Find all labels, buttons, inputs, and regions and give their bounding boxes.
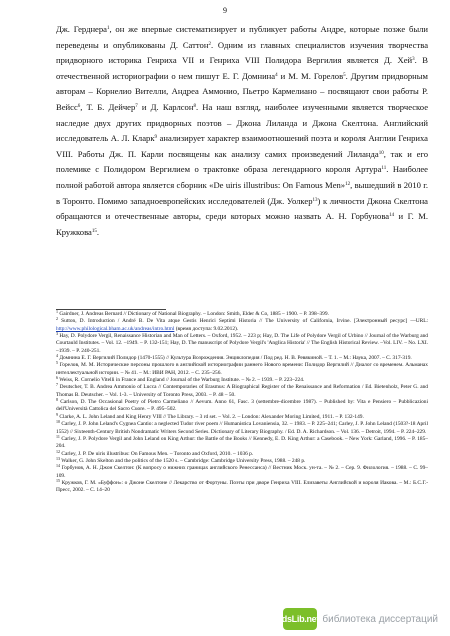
footnote-ref[interactable]: 13 [312,197,318,203]
watermark [283,604,438,634]
footnote-ref[interactable]: 2 [208,41,211,47]
footnote: $^{12}$ Carley, J. P. De uiris illustribus: On Famous Men. – Toronto and Oxford, 2010. – 1036 p. [56,448,254,457]
footnote-ref[interactable]: 15 [91,228,97,234]
footnote: $^1$ Gairdner, J. Andreas Bernard // Dictionary of National Biography. – London: Smith, Elder & Co, 1885 – 1900. – P. 398–399. [56,309,329,317]
footnote-ref[interactable]: 14 [389,213,395,219]
footnote-ref[interactable]: 6 [77,103,81,109]
dslib-logo: dsLib.net [283,608,317,630]
footnote: $^4$ Домнина Е. Г. Вергилий Полидор (1470-1555) // Культура Возрождения. Энциклопедия / Под ред. Н. В. Ревякиной. – Т. 1. – М.: Наука, 2007. – С. 317-319. [56,353,412,362]
footnote: $^{10}$ Carley, J. P. John Leland's Cygnea Cantio: a neglected Tudor river poem // Humanistica Lovaniensia, 32. – 1983. – P. 225–241; Carley, J. P. John Leland (1503?-18 April 1552) // Sixteenth-Century British Nondramatic Writers Second Series. Dictionary of Literary Biography. / Ed. D. A. Richardson. – Vol. 136. – Detroit, 1994. – P. 224–229. [56,419,428,435]
footnote: $^{13}$ Walker, G. John Skelton and the politics of the 1520 s. – Cambridge: Cambridge University Press, 1988. – 248 p. [56,455,306,464]
footnote: $^9$ Clarke, A. L. John Leland and King Henry VIII // The Library. – 3 rd set. – Vol. 2. – London: Alexander Moring Limited, 1911. – P. 132-149. [56,411,364,420]
footnotes [56,311,428,495]
footnote-separator [56,309,166,310]
footnote-ref[interactable]: 9 [154,135,158,141]
footnote-ref[interactable]: 10 [378,150,384,156]
footnote-ref[interactable]: 7 [135,103,138,109]
watermark-caption: библиотека диссертаций [322,613,438,625]
footnote: $^7$ Deutscher, T. B. Andrea Ammonio of Lucca // Contemporaries of Erasmus: A Biographical Register of the Renaissance and Reformation / Ed. Bietenholz, Peter G. and Thomas B. Deutscher. – Vol. 1-3. – University of Toronto Press, 2003. – P. 48 – 50. [56,382,428,398]
footnote-ref[interactable]: 11 [381,166,387,172]
body-text [56,22,428,240]
footnote: $^2$ Sutton, D. Introduction / André B. De Vita atque Gestis Henrici Septimi Historia // The University of California, Irvine. [Электронный ресурс] —URL: http://www.philological.bham.ac.uk/andreas/intro.html (время доступа: 9.02.2012). [56,316,428,332]
footnote: $^8$ Carlson, D. The Occasional Poetry of Pietro Carmeliano // Aevum. Anno 61, Fasc. 3 (settembre-dicembre 1987). – Published by: Vita e Pensiero – Pubblicazioni dell'Università Cattolica del Sacro Cuore. – P. 495–502. [56,397,428,413]
footnote: $^3$ Hay, D. Polydore Vergil, Renaissance Historian and Man of Letters. – Oxford, 1952. – 223 p; Hay, D. The Life of Polydore Vergil of Urbino // Journal of the Warburg and Courtauld Institutes. – Vol. 12. –1949. – P. 132-151; Hay, D. The manuscript of Polydore Vergil's 'Anglica Historia' // The English Historical Review. –Vol. LIV. – No. LXI. –1939. – P. 240-251. [56,331,428,354]
page-number: 9 [223,6,227,15]
footnote-ref[interactable]: 3 [412,57,415,63]
footnote-link[interactable]: http://www.philological.bham.ac.uk/andreas/intro.html [56,325,175,332]
footnote-ref[interactable]: 1 [106,26,110,31]
paragraph: Дж. Герднера$^1$, он же впервые систематизирует и публикует работы Андре, которые позже были переведены и опубликованы Д. Саттон$^2$. Одним из главных специалистов изучения творчества придворного историка Генриха VII и Генриха VIII Полидора Вергилия является Д. Хей$^3$. В отечественной историографии о нем пишут Е. Г. Домнина$^4$ и М. М. Горелов$^5$. Другим придворным авторам – Корнелио Вителли, Андреа Аммонио, Пьетро Кармелиано – посвящают свои работы Р. Вейсс$^6$, Т. Б. Дейчер$^7$ и Д. Карлсон$^8$. На наш взгляд, наиболее изученными является творческое наследие двух других придворных поэтов – Джона Лиланда и Джона Скелтона. Английский исследователь А. Л. Кларк$^9$ анализирует характер взаимоотношений поэта и короля Англии Генриха VIII. Работы Дж. П. Карли посвящены как анализу самих произведений Лиланда$^{10}$, так и его полемике с Полидором Вергилием о трактовке образа легендарного короля Артура$^{11}$. Наиболее полной работой автора является сборник «De uiris illustribus: On Famous Men»$^{12}$, вышедший в 2010 г. в Торонто. Помимо западноевропейских исследователей (Дж. Уолкер$^{13}$) к личности Джона Скелтона обращаются и отечественные авторы, среди которых можно назвать А. Н. Горбунова$^{14}$ и Г. М. Кружкова$^{15}$. [56,24,429,237]
footnote: $^{14}$ Горбунов, А. Н. Джон Скелтон: (К вопросу о нижних границах английского Ренессанса) // Вестник Моск. ун-та. – № 2. – Сер. 9. Филология. – 1988. – С. 99–109. [56,463,428,479]
footnote-ref[interactable]: 5 [343,72,346,78]
footnote-ref[interactable]: 12 [345,181,351,187]
footnote: $^{15}$ Кружков, Г. М. «Буффон»: о Джоне Скелтоне // Лекарство от Фортуны. Поэты при дворе Генриха VIII. Елизаветы Английской и короля Иакова. – М.: Б.С.Г.-Пресс, 2002. – С. 14–20 [56,477,428,494]
footnote: $^6$ Weiss, R. Cornelio Vitelli in France and England // Journal of the Warburg Institute. – № 2. – 1939. – P. 223–224. [56,375,305,384]
footnote-ref[interactable]: 8 [193,103,196,109]
footnote: $^{11}$ Carley, J. P. Polydore Vergil and John Leland on King Arthur: the Battle of the Books // Kennedy, E. D. King Arthur: a Casebook. – New York: Garland, 1996. – P. 185–204. [56,433,428,450]
footnote-ref[interactable]: 4 [275,72,278,78]
footnote: $^5$ Горелов, М. М. Исторические персоны прошлого в английской историографии раннего Нового времени: Полидор Вергилий // Диалог со временем. Альманах интеллектуальной истории. – № 41. – М.: ИВИ РАН, 2012. – С. 235–256. [56,360,428,376]
